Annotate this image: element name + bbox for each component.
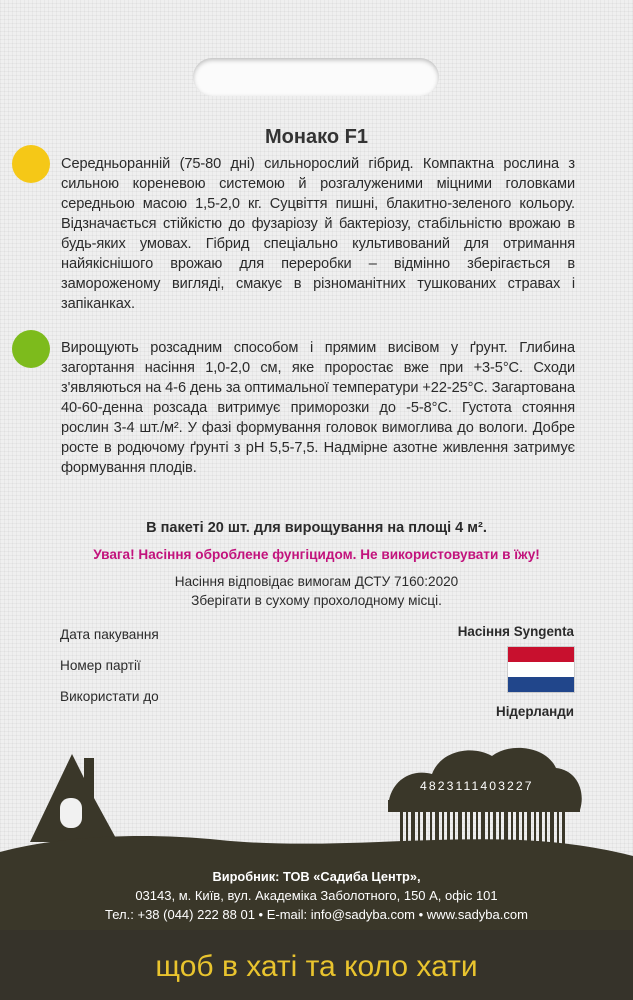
storage-note: Зберігати в сухому прохолодному місці. <box>191 593 442 608</box>
packet-info: В пакеті 20 шт. для вирощування на площі 4 м². <box>146 520 487 536</box>
pack-date-label: Дата пакування <box>60 627 159 642</box>
hang-hole <box>193 58 439 96</box>
producer-contacts: Тел.: +38 (044) 222 88 01 • E-mail: info@sadyba.com • www.sadyba.com <box>105 907 528 922</box>
house-silhouette-icon <box>30 754 118 842</box>
use-by-label: Використати до <box>60 689 159 704</box>
brand-slogan: щоб в хаті та коло хати <box>155 950 478 983</box>
netherlands-flag-icon <box>507 646 575 693</box>
growing-paragraph: Вирощують розсадним способом і прямим висівом у ґрунт. Глибина загортання насіння 1,0-2,0 см, яке проростає вже при +3-5°С. Сходи з'являються на 4-6 день за оптимальної температури +22-25°С. Загартована 40-60-денна розсада витримує приморозки до -5-8°С. Густота стояння рослин 3-4 шт./м². У фазі формування головок вимоглива до вологи. Добре росте в родючому ґрунті з рН 5,5-7,5. Надмірне азотне живлення затримує формування плодів. <box>61 340 575 476</box>
batch-number-label: Номер партії <box>60 658 141 673</box>
green-bullet-icon <box>12 330 50 368</box>
product-title: Монако F1 <box>265 126 368 148</box>
producer-name: Виробник: ТОВ «Садиба Центр», <box>212 869 421 884</box>
standard-note: Насіння відповідає вимогам ДСТУ 7160:2020 <box>174 574 459 589</box>
yellow-bullet-icon <box>12 145 50 183</box>
barcode-number: 4823111403227 <box>420 779 534 793</box>
fungicide-warning: Увага! Насіння оброблене фунгіцидом. Не використовувати в їжу! <box>93 547 540 562</box>
country-of-origin: Нідерланди <box>496 704 574 719</box>
description-paragraph: Середньоранній (75-80 дні) сильнорослий гібрид. Компактна рослина з сильною кореневою системою й розгалуженими міцними головками середньою масою 1,5-2,0 кг. Суцвіття пишні, блакитно-зеленого кольору. Відзначається стійкістю до фузаріозу й бактеріозу, стабільністю врожаю в будь-яких умовах. Гібрид спеціально культивований для отримання найякіснішого врожаю для переробки – відмінно зберігається в замороженому вигляді, смакує в різноманітних тушкованих стравах і запіканках. <box>61 156 575 312</box>
producer-address: 03143, м. Київ, вул. Академіка Заболотного, 150 А, офіс 101 <box>135 888 498 903</box>
seed-brand: Насіння Syngenta <box>457 624 574 639</box>
